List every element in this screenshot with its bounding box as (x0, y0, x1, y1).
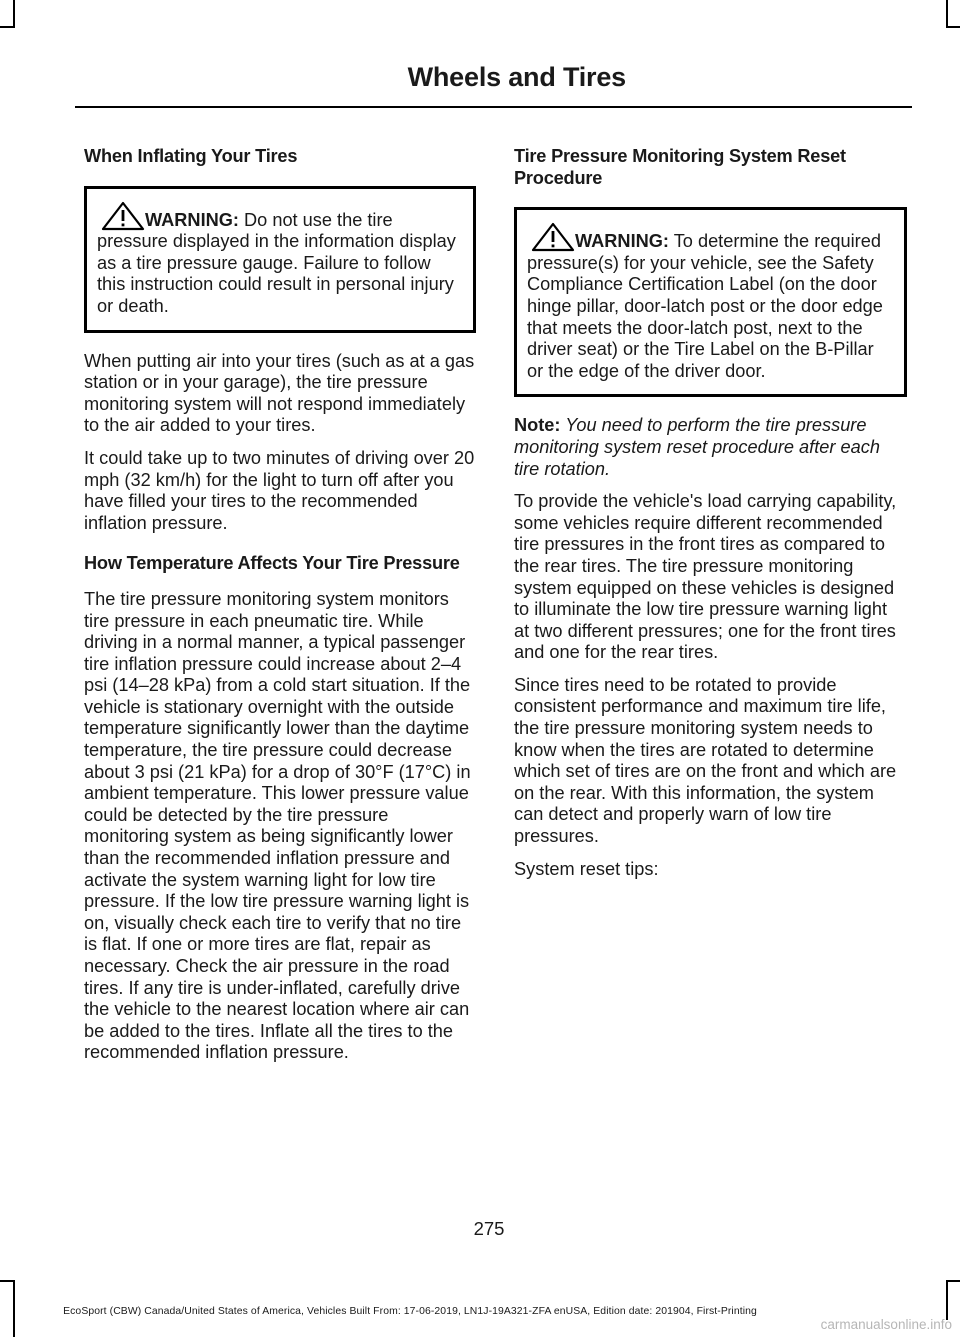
crop-mark-top-right-h (946, 26, 960, 28)
page-title: Wheels and Tires (407, 62, 626, 92)
paragraph-reset-tips: System reset tips: (514, 858, 659, 879)
crop-mark-bottom-right-h (946, 1280, 960, 1282)
paragraph-temperature: The tire pressure monitoring system monitors tire pressure in each pneumatic tire. While driving in a normal manner, a typical passenger tire inflation pressure could increase about 2–4 psi (14–28 kPa) from a cold start situation. If the vehicle is stationary overnight with the outside temperature significantly lower than the daytime temperature, the tire pressure could decrease about 3 psi (21 kPa) for a drop of 30°F (17°C) in ambient temperature. This lower pressure value could be detected by the tire pressure monitoring system as being significantly lower than the recommended inflation pressure and activate the system warning light for low tire pressure. If the low tire pressure warning light is on, visually check each tire to verify that no tire is flat. If one or more tires are flat, repair as necessary. Check the air pressure in the road tires. If any tire is under-inflated, carefully drive the vehicle to the nearest location where air can be added to the tires. Inflate all the tires to the recommended inflation pressure. (84, 588, 471, 1063)
section-heading-inflating: When Inflating Your Tires (84, 146, 298, 166)
paragraph-reset-2: Since tires need to be rotated to provide consistent performance and maximum tire life, the tire pressure monitoring system needs to know when the tires are rotated to determine which set of tires are on the front and which are on the rear. With this information, the system can detect and properly warn of low tire pressures. (514, 674, 897, 847)
page-number: 275 (473, 1218, 505, 1239)
section-heading-temperature: How Temperature Affects Your Tire Pressure (84, 553, 460, 574)
section-heading-reset: Tire Pressure Monitoring System Reset Procedure (514, 146, 846, 188)
paragraph-inflating-2: It could take up to two minutes of driving over 20 mph (32 km/h) for the light to turn off after you have filled your tires to the recommended inflation pressure. (84, 447, 475, 533)
note-label: Note: (514, 415, 561, 436)
warning-box-pressure (514, 207, 907, 397)
paragraph-inflating-1: When putting air into your tires (such as at a gas station or in your garage), the tire pressure monitoring system will not respond immediately to the air added to your tires. (84, 350, 475, 436)
warning-triangle-icon (101, 201, 145, 231)
warning-label: WARNING: (145, 209, 239, 230)
warning-label: WARNING: (575, 231, 669, 252)
warning-box-gauge (84, 186, 476, 333)
warning-text: Do not use the tire pressure displayed in the information display as a tire pressure gauge. Failure to follow this instruction could result in personal injury or death. (97, 209, 456, 316)
watermark: carmanualsonline.info (820, 1317, 952, 1332)
crop-mark-top-left-h (0, 26, 15, 28)
warning-triangle-icon (531, 222, 575, 252)
crop-mark-bottom-right-v (946, 1280, 948, 1320)
header-divider (75, 106, 912, 108)
paragraph-reset-1: To provide the vehicle's load carrying capability, some vehicles require different recommended tire pressures in the front tires as compared to the rear tires. The tire pressure monitoring system equipped on these vehicles is designed to illuminate the low tire pressure warning light at two different pressures; one for the front tires and one for the rear tires. (514, 491, 897, 663)
crop-mark-bottom-left-h (0, 1280, 15, 1282)
crop-mark-top-left-v (13, 0, 15, 28)
warning-text: To determine the required pressure(s) for your vehicle, see the Safety Compliance Certification Label (on the door hinge pillar, door-latch post or the door edge that meets the door-latch post, next to the driver seat) or the Tire Label on the B-Pillar or the edge of the driver door. (527, 231, 883, 381)
left-column (84, 146, 476, 1075)
note (514, 415, 907, 480)
footer-edition: EcoSport (CBW) Canada/United States of America, Vehicles Built From: 17-06-2019, LN1J-19A321-ZFA enUSA, Edition date: 201904, First-Printing (63, 1306, 757, 1317)
right-column (514, 146, 907, 891)
crop-mark-top-right-v (946, 0, 948, 28)
note-text: You need to perform the tire pressure monitoring system reset procedure after each tire rotation. (514, 415, 880, 479)
